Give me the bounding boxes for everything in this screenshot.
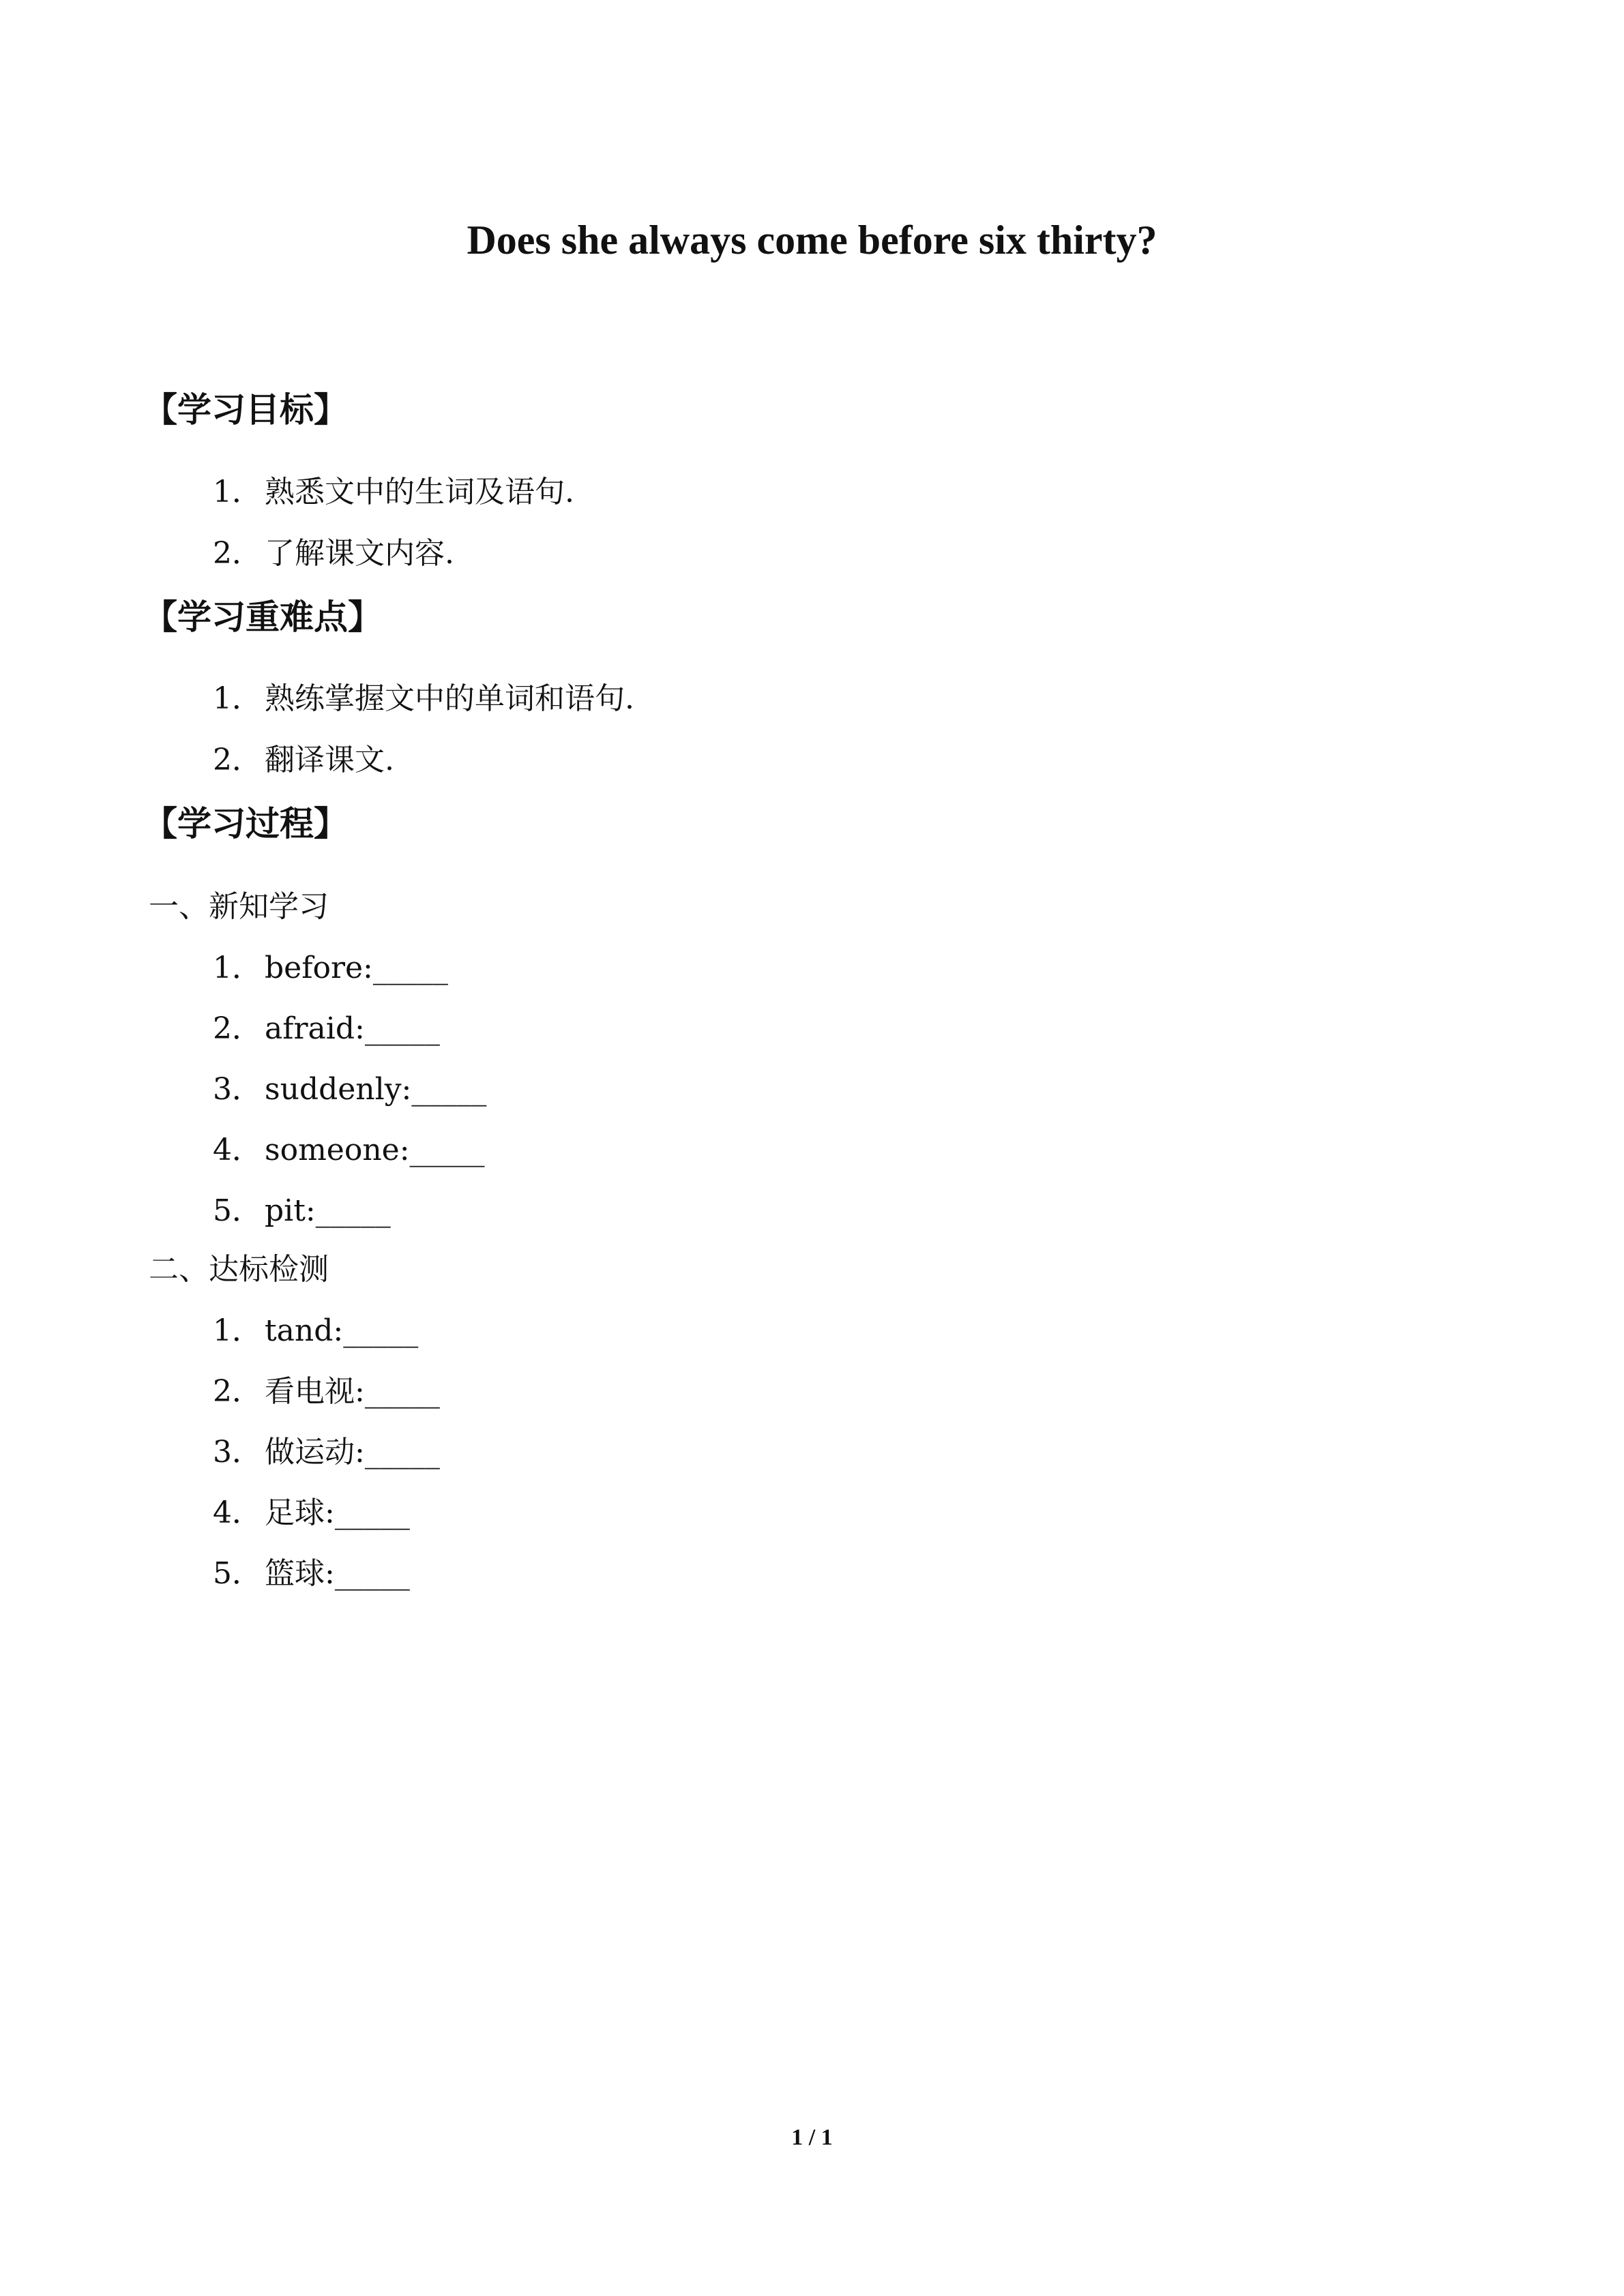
list-item xyxy=(213,1493,410,1534)
page-title: Does she always come before six thirty? xyxy=(467,218,1157,263)
item-number: 1． xyxy=(213,1313,262,1348)
list-item xyxy=(213,1311,418,1352)
item-text: 看电视:_____ xyxy=(265,1374,440,1409)
item-number: 5． xyxy=(213,1193,262,1228)
item-text: tand:_____ xyxy=(265,1313,419,1348)
item-number: 1． xyxy=(213,681,262,716)
item-text: suddenly:_____ xyxy=(265,1072,487,1107)
section-heading-learning-process: 【学习过程】 xyxy=(143,804,348,844)
list-item xyxy=(213,1432,440,1473)
item-number: 2． xyxy=(213,1374,262,1409)
list-item xyxy=(213,1371,440,1412)
item-number: 1． xyxy=(213,475,262,509)
list-item xyxy=(213,472,574,513)
item-number: 2． xyxy=(213,743,262,777)
section-heading-key-points: 【学习重难点】 xyxy=(143,597,382,637)
item-number: 2． xyxy=(213,536,262,571)
list-item xyxy=(213,1553,410,1594)
item-number: 3． xyxy=(213,1072,262,1107)
item-text: afraid:_____ xyxy=(265,1011,440,1046)
list-item xyxy=(213,1069,486,1110)
section-heading-learning-goals: 【学习目标】 xyxy=(143,390,348,430)
subsection-heading-assessment: 二、达标检测 xyxy=(149,1252,329,1287)
item-number: 5． xyxy=(213,1556,262,1591)
item-text: 熟练掌握文中的单词和语句. xyxy=(265,681,634,716)
list-item xyxy=(213,1009,440,1049)
item-number: 4． xyxy=(213,1495,262,1530)
page-number: 1 / 1 xyxy=(791,2125,833,2150)
item-text: 翻译课文. xyxy=(265,743,394,777)
item-text: 做运动:_____ xyxy=(265,1435,440,1470)
item-text: before:_____ xyxy=(265,951,448,985)
item-number: 4． xyxy=(213,1133,262,1167)
item-number: 2． xyxy=(213,1011,262,1046)
list-item xyxy=(213,1130,485,1171)
item-number: 1． xyxy=(213,951,262,985)
subsection-heading-new-knowledge: 一、新知学习 xyxy=(149,889,329,924)
list-item xyxy=(213,948,448,989)
list-item xyxy=(213,679,634,719)
item-text: 熟悉文中的生词及语句. xyxy=(265,475,574,509)
item-text: pit:_____ xyxy=(265,1193,391,1228)
item-number: 3． xyxy=(213,1435,262,1470)
item-text: 篮球:_____ xyxy=(265,1556,410,1591)
item-text: someone:_____ xyxy=(265,1133,485,1167)
item-text: 了解课文内容. xyxy=(265,536,454,571)
item-text: 足球:_____ xyxy=(265,1495,410,1530)
list-item xyxy=(213,533,454,574)
list-item xyxy=(213,740,394,781)
list-item xyxy=(213,1191,391,1232)
